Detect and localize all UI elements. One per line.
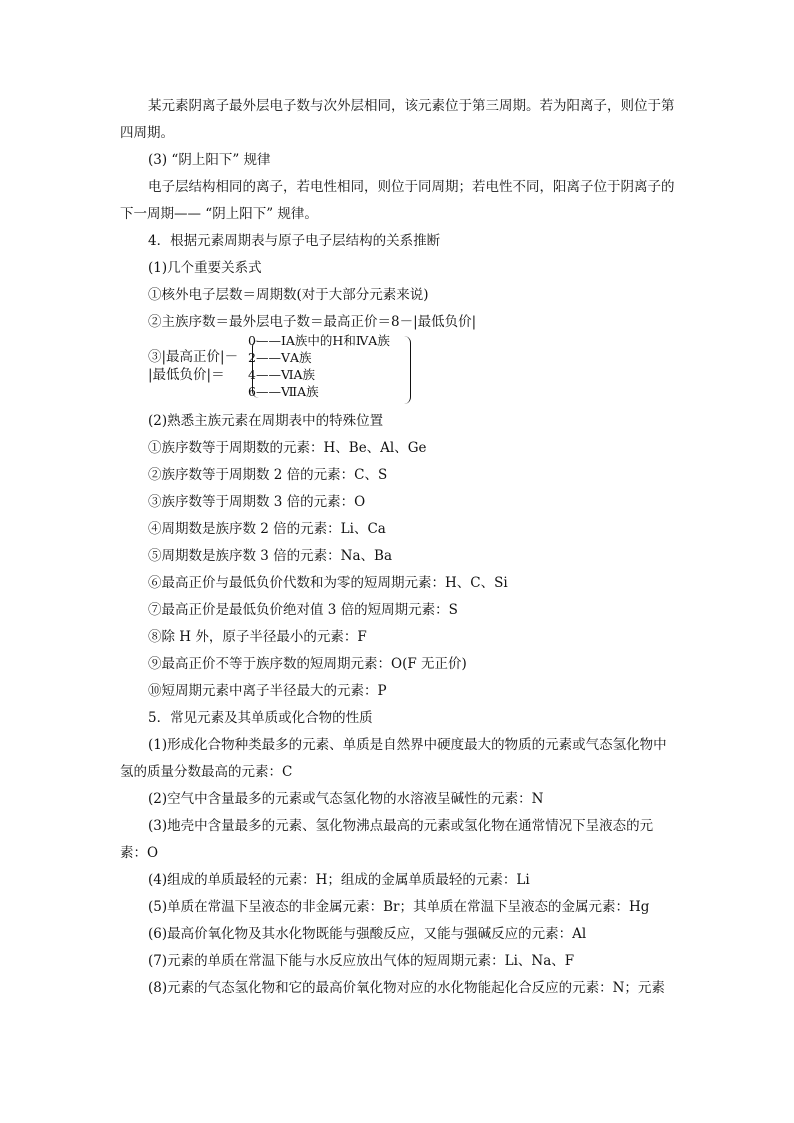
section-4-heading: 4．根据元素周期表与原子电子层结构的关系推断 [148, 233, 441, 249]
formula-cases [248, 332, 390, 400]
property-7: (7)元素的单质在常温下能与水反应放出气体的短周期元素：Li、Na、F [148, 953, 575, 969]
case-0: 0——ⅠA族中的H和ⅣA族 [248, 333, 390, 348]
formula-lhs [148, 348, 238, 384]
position-4: ④周期数是族序数 2 倍的元素：Li、Ca [148, 521, 386, 537]
position-8: ⑧除 H 外，原子半径最小的元素：F [148, 629, 367, 645]
relation-1: ①核外电子层数＝周期数(对于大部分元素来说) [148, 287, 429, 303]
case-4: 4——ⅥA族 [248, 367, 316, 382]
position-10: ⑩短周期元素中离子半径最大的元素：P [148, 683, 387, 699]
position-9: ⑨最高正价不等于族序数的短周期元素：O(F 无正价) [148, 656, 467, 672]
property-8: (8)元素的气态氢化物和它的最高价氧化物对应的水化物能起化合反应的元素：N；元素 [148, 980, 665, 996]
position-3: ③族序数等于周期数 3 倍的元素：O [148, 494, 366, 510]
property-5: (5)单质在常温下呈液态的非金属元素：Br；其单质在常温下呈液态的金属元素：Hg [148, 899, 650, 915]
relation-3-formula [120, 333, 675, 408]
right-brace [404, 336, 411, 404]
document-page [120, 93, 675, 1002]
property-6: (6)最高价氧化物及其水化物既能与强酸反应，又能与强碱反应的元素：Al [148, 926, 587, 942]
property-2: (2)空气中含量最多的元素或气态氢化物的水溶液呈碱性的元素：N [148, 791, 544, 807]
paragraph-ion-structure: 电子层结构相同的离子，若电性相同，则位于同周期；若电性不同，阳离子位于阴离子的下一周期—— “阴上阳下” 规律。 [120, 179, 675, 222]
property-3: (3)地壳中含量最多的元素、氢化物沸点最高的元素或氢化物在通常情况下呈液态的元素：O [120, 818, 654, 861]
case-2: 2——ⅤA族 [248, 350, 312, 365]
position-6: ⑥最高正价与最低负价代数和为零的短周期元素：H、C、Si [148, 575, 508, 591]
property-1: (1)形成化合物种类最多的元素、单质是自然界中硬度最大的物质的元素或气态氢化物中氢的质量分数最高的元素：C [120, 737, 667, 780]
heading-yin-shang-yang-xia: (3) “阴上阳下” 规律 [148, 152, 271, 168]
formula-lhs-line-1: ③|最高正价|－ [148, 349, 239, 365]
subsection-special-positions: (2)熟悉主族元素在周期表中的特殊位置 [148, 413, 384, 429]
position-1: ①族序数等于周期数的元素：H、Be、Al、Ge [148, 440, 427, 456]
property-4: (4)组成的单质最轻的元素：H；组成的金属单质最轻的元素：Li [148, 872, 530, 888]
relation-2: ②主族序数＝最外层电子数＝最高正价＝8－|最低负价| [148, 314, 477, 330]
case-6: 6——ⅦA族 [248, 384, 319, 399]
subsection-relations: (1)几个重要关系式 [148, 260, 262, 276]
position-2: ②族序数等于周期数 2 倍的元素：C、S [148, 467, 388, 483]
formula-lhs-line-2: |最低负价|＝ [148, 367, 225, 383]
position-5: ⑤周期数是族序数 3 倍的元素：Na、Ba [148, 548, 393, 564]
section-5-heading: 5．常见元素及其单质或化合物的性质 [148, 710, 373, 726]
paragraph-anion-rule: 某元素阴离子最外层电子数与次外层相同，该元素位于第三周期。若为阳离子，则位于第四周期。 [120, 98, 675, 141]
position-7: ⑦最高正价是最低负价绝对值 3 倍的短周期元素：S [148, 602, 458, 618]
